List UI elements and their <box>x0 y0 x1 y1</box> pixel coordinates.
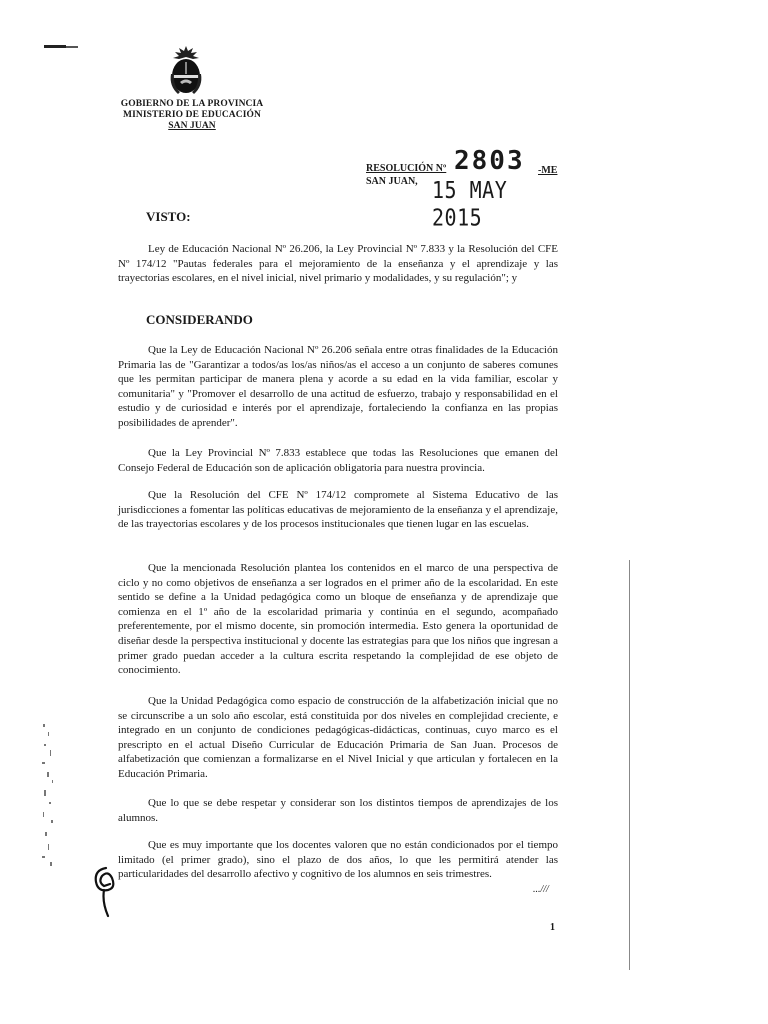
considerando-paragraph-3: Que la Resolución del CFE Nº 174/12 compromete al Sistema Educativo de las jurisdicciones a fomentar las políticas educativas de mejoramiento de la enseñanza y el aprendizaje, de las trayectorias escolares y de los procesos institucionales que tienen lugar en las escuelas. <box>118 489 558 531</box>
handwritten-initial-mark <box>88 860 124 920</box>
government-name: GOBIERNO DE LA PROVINCIA <box>120 99 264 109</box>
scan-artifact-mark <box>44 44 78 50</box>
resolution-date-stamp: 15 MAY 2015 <box>432 176 508 232</box>
considerando-paragraph-5: Que la Unidad Pedagógica como espacio de construcción de la alfabetización inicial que no se circunscribe a un solo año escolar, está constituida por dos niveles en complejidad creciente, e integrado en un conjunto de condiciones pedagógicas-didácticas, continuas, cuyo marco es el prescripto en el actual Diseño Curricular de Educación Primaria de San Juan. Procesos de alfabetización que comienzan a formalizarse en el Nivel Inicial y que articulan y fortalecen en la Educación Primaria. <box>118 695 558 780</box>
visto-heading: VISTO: <box>146 209 191 224</box>
city-name: SAN JUAN <box>168 121 216 131</box>
ministry-name: MINISTERIO DE EDUCACIÓN <box>123 110 261 120</box>
resolution-number: 2803 <box>454 146 525 176</box>
scan-edge-line <box>628 560 631 970</box>
scan-margin-noise <box>40 720 60 870</box>
considerando-heading: CONSIDERANDO <box>146 312 253 327</box>
resolution-label: RESOLUCIÓN Nº <box>366 163 447 174</box>
page-number: 1 <box>550 922 555 933</box>
coat-of-arms-icon <box>166 44 206 98</box>
considerando-paragraph-4: Que la mencionada Resolución plantea los contenidos en el marco de una perspectiva de ciclo y no como objetivos de enseñanza a ser logrados en el primer año de la escolaridad. En este sentido se define a la Unidad pedagógica como un bloque de enseñanza y de aprendizaje que comienza en el 1º año de la escolaridad primaria y continúa en el segundo, acompañado preferentemente, por el mismo docente, sin promoción intermedia. Esto genera la oportunidad de diseñar desde la perspectiva institucional y docente las estrategias para que los niños que ingresan a primer grado puedan acceder a la cultura escrita respetando la complejidad de ese objeto de conocimiento. <box>118 562 558 677</box>
considerando-paragraph-6: Que lo que se debe respetar y considerar son los distintos tiempos de aprendizajes de los alumnos. <box>118 797 558 824</box>
considerando-paragraph-1: Que la Ley de Educación Nacional Nº 26.206 señala entre otras finalidades de la Educación Primaria las de "Garantizar a todos/as los/as niños/as el acceso a un conjunto de saberes comunes que les permitan participar de manera plena y acorde a su edad en la vida familiar, escolar y comunitaria" y "Promover el desarrollo de una actitud de esfuerzo, trabajo y responsabilidad en el estudio y de curiosidad e interés por el aprendizaje, fortaleciendo la confianza en las propias posibilidades de aprender". <box>118 344 558 429</box>
resolution-suffix: -ME <box>538 165 558 176</box>
resolution-place: SAN JUAN, <box>366 176 418 187</box>
considerando-paragraph-2: Que la Ley Provincial Nº 7.833 establece que todas las Resoluciones que emanen del Consejo Federal de Educación son de aplicación obligatoria para nuestra provincia. <box>118 447 558 474</box>
continuation-mark: .../// <box>533 884 549 895</box>
institution-header <box>112 99 272 132</box>
resolution-block <box>366 146 566 232</box>
visto-paragraph: Ley de Educación Nacional Nº 26.206, la Ley Provincial Nº 7.833 y la Resolución del CFE Nº 174/12 "Pautas federales para el mejoramiento de la enseñanza y el aprendizaje y las trayectorias escolares, en el nivel inicial, nivel primario y modalidades, y su regulación"; y <box>118 243 558 285</box>
considerando-paragraph-7: Que es muy importante que los docentes valoren que no están condicionados por el tiempo limitado (el primer grado), sino el plazo de dos años, lo que les permitirá atender las particularidades del desarrollo afectivo y cognitivo de los alumnos en seis trimestres. <box>118 839 558 881</box>
